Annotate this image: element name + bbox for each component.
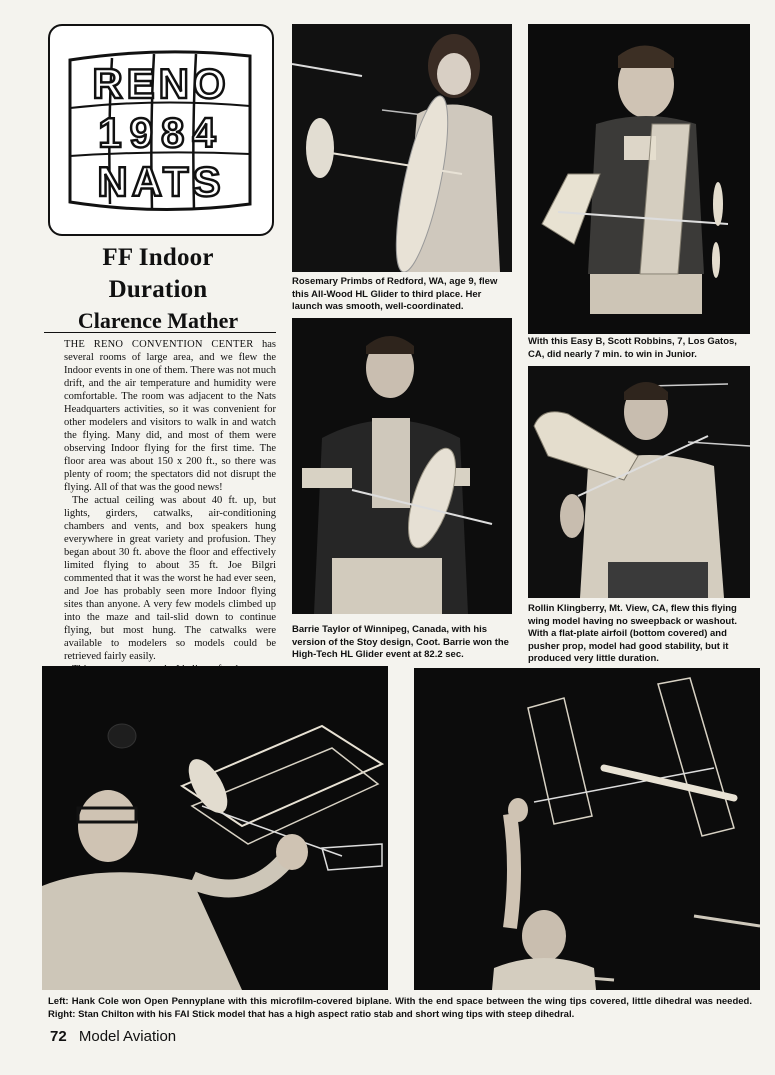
photo-barrie-taylor [292,318,512,614]
caption-bottom: Left: Hank Cole won Open Pennyplane with this microfilm-covered biplane. With the end space between the wing tips covered, little dihedral was needed. Right: Stan Chilton with his FAI Stick model that has a high aspect ratio stab and short wing tips with steep dihedral. [48,996,752,1020]
caption-robbins: With this Easy B, Scott Robbins, 7, Los Gatos, CA, did nearly 7 min. to win in Junior. [528,336,737,360]
caption-taylor: Barrie Taylor of Winnipeg, Canada, with his version of the Stoy design, Coot. Barrie won the High-Tech HL Glider event at 82.2 sec. [292,624,509,660]
paragraph-1-text: has several rooms of large area, and we flew the Indoor events in one of them. There was not much drift, and the air temperature and humidity were comfortable. The room was adjacent to the Nats Headquarters activities, so it was convenient for other modelers and visitors to walk in and watch the flying. Many did, and most of them were observing Indoor flying for the first time. The floor area was about 150 x 200 ft., so there was plenty of room; the spectators did not disrupt the flying. All of that was the good news! [64,339,277,493]
photo-rollin-klingberry [528,366,750,598]
reno-nats-logo [48,24,274,236]
byline: Clarence Mather [77,308,239,333]
page-number: 72 [50,1028,67,1045]
photo-rosemary-primbs [292,24,512,272]
page-footer [50,1028,176,1045]
logo-line-1: RENO [92,60,230,107]
article-body [64,338,276,676]
photo-hank-cole [42,666,388,990]
photo-scott-robbins [528,24,750,334]
headline-line-1: FF Indoor [102,244,214,271]
lead-caps: THE RENO CONVENTION CENTER [64,339,254,350]
headline-rule [44,332,276,333]
logo-line-3: NATS [97,158,225,205]
paragraph-1 [64,338,276,494]
photo-stan-chilton [414,668,760,990]
paragraph-2: The actual ceiling was about 40 ft. up, but lights, girders, catwalks, air-conditioning chambers and vents, and box speakers hung everywhere in great variety and profusion. They began about 30 ft. above the floor and effectively limited flying to about 35 ft. Joe Bilgri commented that it was the worst he had ever seen, and Joe has probably seen more Indoor flying sites than anyone. A very few models climbed up into the maze and tail-slid down to continue flying, but most hung. The catwalks were available to modelers so models could be retrieved fairly easily. [64,495,276,662]
magazine-name: Model Aviation [78,1028,177,1045]
caption-primbs: Rosemary Primbs of Redford, WA, age 9, flew this All-Wood HL Glider to third place. Her launch was smooth, well-coordinated. [292,276,498,312]
caption-klingberry: Rollin Klingberry, Mt. View, CA, flew this flying wing model having no sweepback or washout. With a flat-plate airfoil (bottom covered) and pusher prop, model had good stability, but it produced very little duration. [528,603,738,664]
headline-line-2: Duration [108,276,208,303]
article-headline [40,242,276,336]
logo-line-2: 1984 [98,109,224,156]
